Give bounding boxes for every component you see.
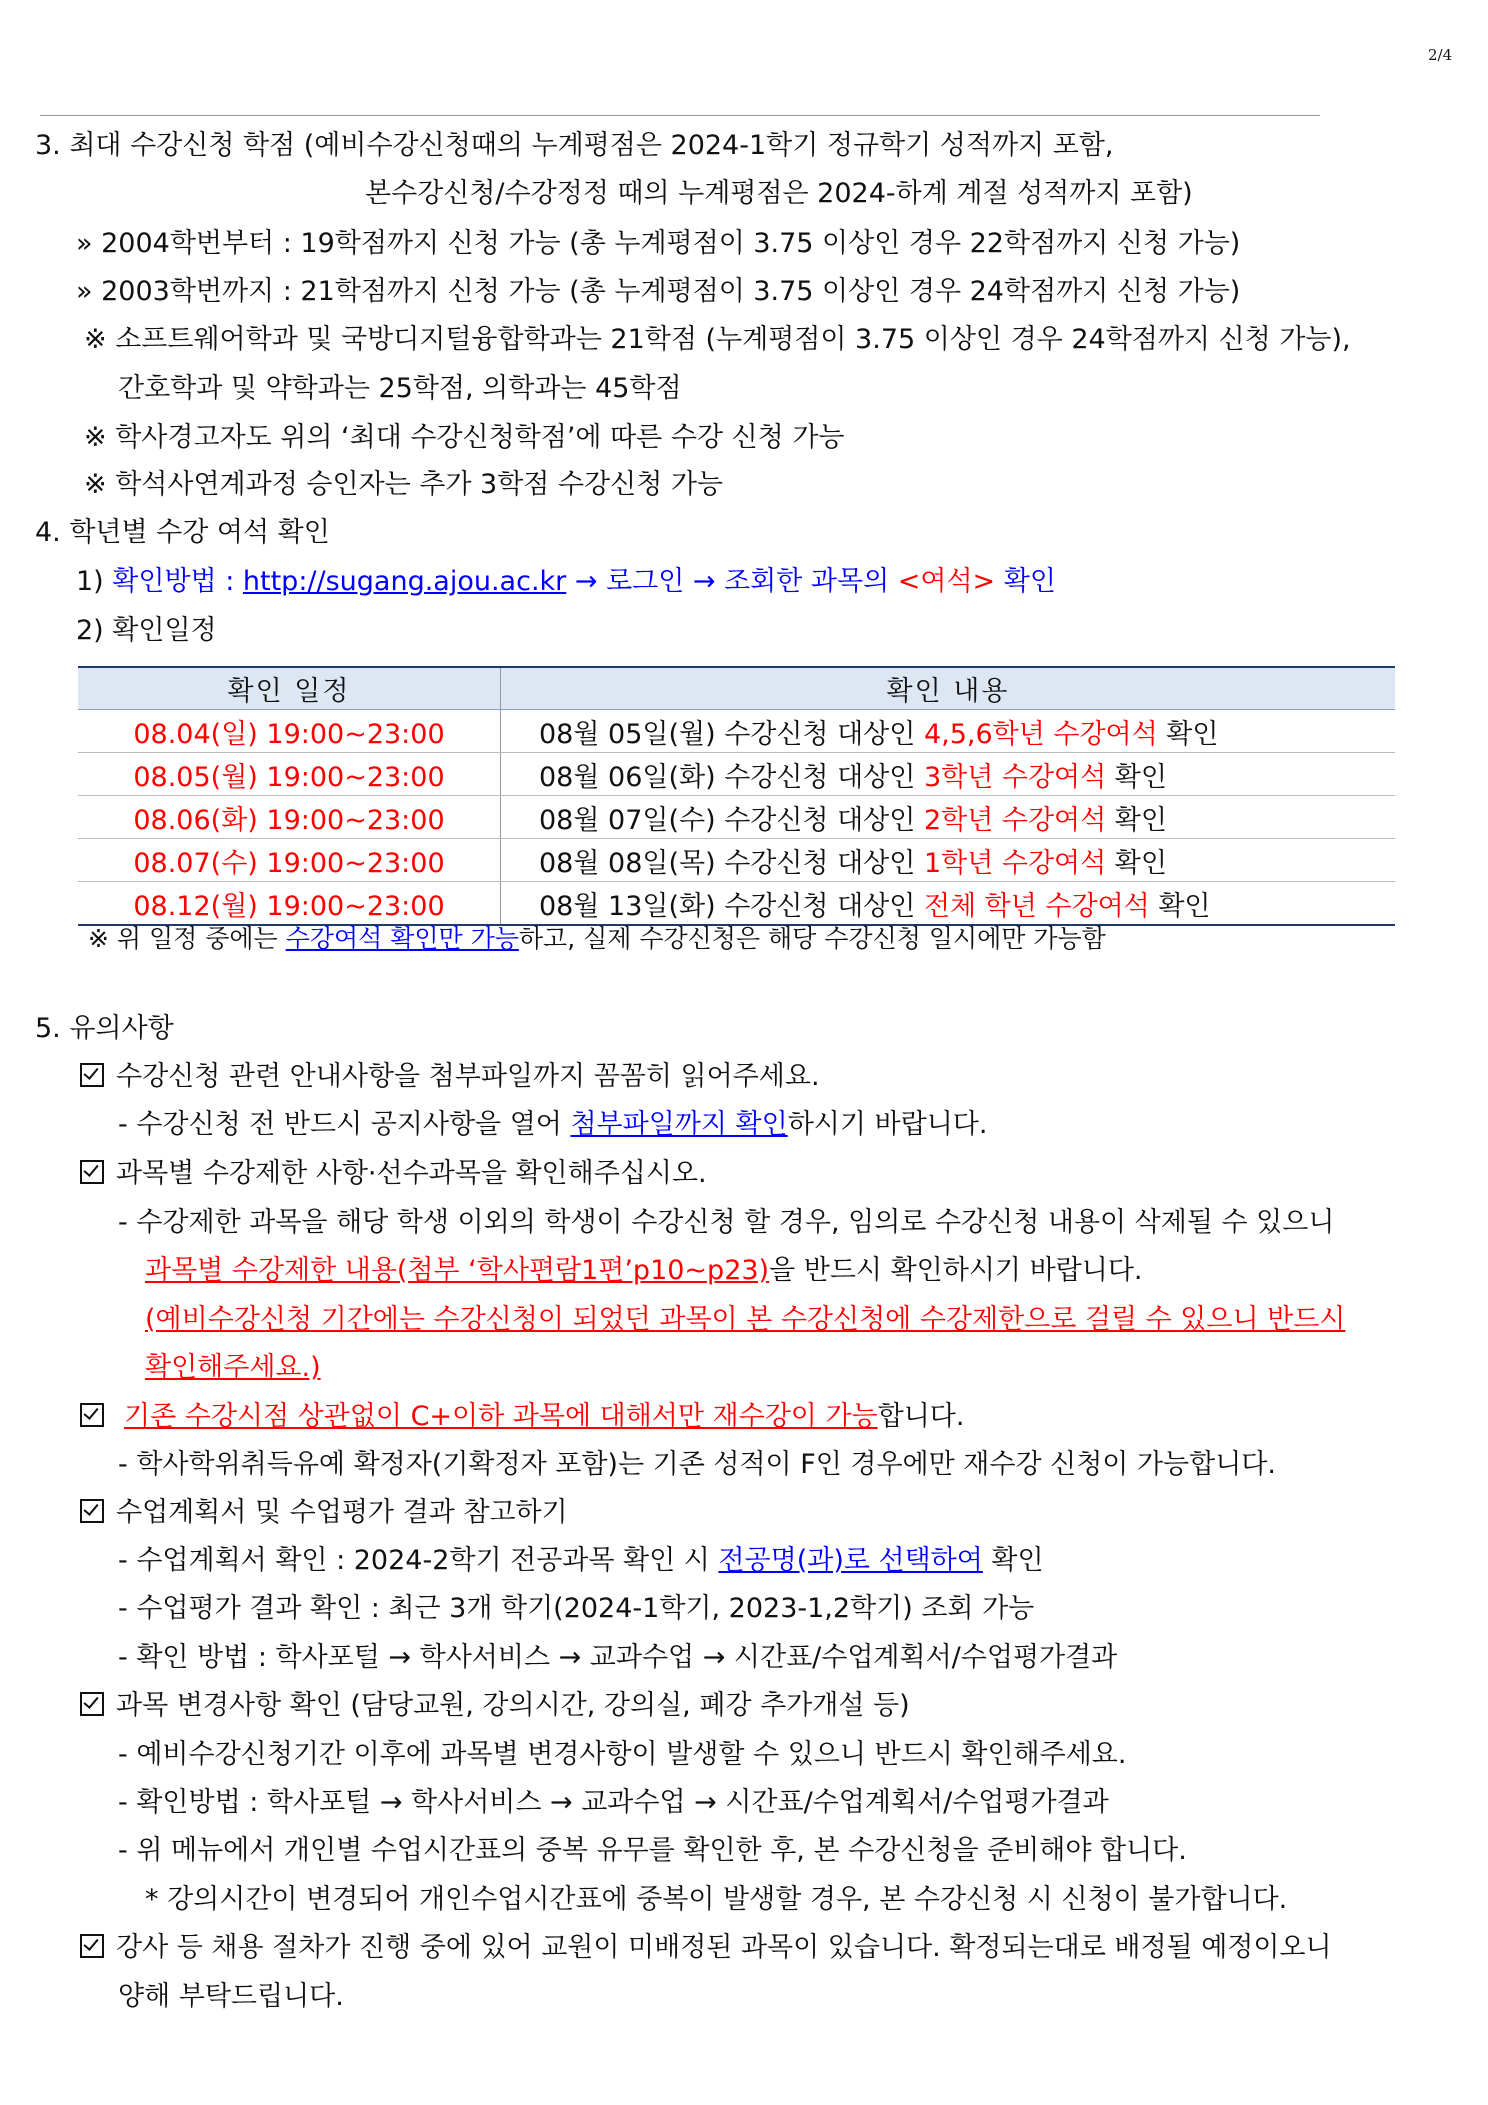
check-item-1-sub: - 수강신청 전 반드시 공지사항을 열어 첨부파일까지 확인하시기 바랍니다.	[118, 1109, 988, 1140]
sec4-method-seat: <여석>	[897, 566, 996, 597]
check-item-2-sub-3: (예비수강신청 기간에는 수강신청이 되었던 과목이 본 수강신청에 수강제한으로 걸릴 수 있으니 반드시	[145, 1304, 1346, 1335]
sec4-method-label: 확인방법 :	[112, 566, 243, 597]
sec3-note-warning: ※ 학사경고자도 위의 ‘최대 수강신청학점’에 따른 수강 신청 가능	[84, 422, 845, 453]
check-item-6-cont: 양해 부탁드립니다.	[118, 1981, 344, 2012]
checkbox-icon	[80, 1063, 104, 1087]
schedule-date: 08.04(일) 19:00~23:00	[78, 710, 501, 753]
section-4-title: 4. 학년별 수강 여석 확인	[35, 517, 330, 548]
check-item-5-sub-1: - 예비수강신청기간 이후에 과목별 변경사항이 발생할 수 있으니 반드시 확인해주세요.	[118, 1739, 1127, 1770]
check-item-4-sub-2: - 수업평가 결과 확인 : 최근 3개 학기(2024-1학기, 2023-1,2학기) 조회 가능	[118, 1593, 1035, 1624]
top-divider	[40, 115, 1320, 116]
schedule-date: 08.12(월) 19:00~23:00	[78, 882, 501, 926]
check-item-4-sub-1: - 수업계획서 확인 : 2024-2학기 전공과목 확인 시 전공명(과)로 선택하여 확인	[118, 1545, 1044, 1576]
sec4-method-steps: → 로그인 → 조회한 과목의	[566, 566, 898, 597]
sec4-note: ※ 위 일정 중에는 수강여석 확인만 가능하고, 실제 수강신청은 해당 수강신청 일시에만 가능함	[88, 924, 1106, 953]
table-row	[78, 796, 1395, 839]
sec4-method-prefix: 1)	[76, 566, 113, 597]
seat-only-note: 수강여석 확인만 가능	[285, 924, 519, 953]
schedule-date: 08.06(화) 19:00~23:00	[78, 796, 501, 839]
check-item-5: 과목 변경사항 확인 (담당교원, 강의시간, 강의실, 폐강 추가개설 등)	[80, 1688, 910, 1724]
check-item-2-sub-4: 확인해주세요.)	[145, 1352, 321, 1383]
checkbox-icon	[80, 1692, 104, 1716]
check-item-6: 강사 등 채용 절차가 진행 중에 있어 교원이 미배정된 과목이 있습니다. 확정되는대로 배정될 예정이오니	[80, 1930, 1332, 1966]
schedule-table	[78, 666, 1395, 926]
checkbox-icon	[80, 1403, 104, 1427]
sec3-bullet-2003: » 2003학번까지 : 21학점까지 신청 가능 (총 누계평점이 3.75 이상인 경우 24학점까지 신청 가능)	[76, 276, 1241, 307]
table-row	[78, 710, 1395, 753]
check-item-2-sub-1: - 수강제한 과목을 해당 학생 이외의 학생이 수강신청 할 경우, 임의로 수강신청 내용이 삭제될 수 있으니	[118, 1207, 1335, 1238]
schedule-date: 08.07(수) 19:00~23:00	[78, 839, 501, 882]
check-item-2-sub-2: 과목별 수강제한 내용(첨부 ‘학사편람1편’p10~p23)을 반드시 확인하시기 바랍니다.	[145, 1255, 1143, 1286]
schedule-header-content: 확인 내용	[501, 667, 1396, 710]
check-item-3-sub: - 학사학위취득유예 확정자(기확정자 포함)는 기존 성적이 F인 경우에만 재수강 신청이 가능합니다.	[118, 1449, 1276, 1480]
schedule-content: 08월 06일(화) 수강신청 대상인 3학년 수강여석 확인	[501, 753, 1396, 796]
checkbox-icon	[80, 1160, 104, 1184]
table-row	[78, 753, 1395, 796]
sugang-link[interactable]: http://sugang.ajou.ac.kr	[242, 566, 567, 597]
schedule-content: 08월 13일(화) 수강신청 대상인 전체 학년 수강여석 확인	[501, 882, 1396, 926]
table-row	[78, 839, 1395, 882]
sec3-bullet-2004: » 2004학번부터 : 19학점까지 신청 가능 (총 누계평점이 3.75 이상인 경우 22학점까지 신청 가능)	[76, 228, 1241, 259]
check-item-4: 수업계획서 및 수업평가 결과 참고하기	[80, 1495, 568, 1531]
check-item-1: 수강신청 관련 안내사항을 첨부파일까지 꼼꼼히 읽어주세요.	[80, 1059, 820, 1095]
check-item-4-sub-3: - 확인 방법 : 학사포털 → 학사서비스 → 교과수업 → 시간표/수업계획서/수업평가결과	[118, 1642, 1118, 1673]
schedule-content: 08월 07일(수) 수강신청 대상인 2학년 수강여석 확인	[501, 796, 1396, 839]
schedule-content: 08월 05일(월) 수강신청 대상인 4,5,6학년 수강여석 확인	[501, 710, 1396, 753]
check-item-5-sub-3: - 위 메뉴에서 개인별 수업시간표의 중복 유무를 확인한 후, 본 수강신청을 준비해야 합니다.	[118, 1835, 1187, 1866]
checkbox-icon	[80, 1934, 104, 1958]
sec3-note-software-cont: 간호학과 및 약학과는 25학점, 의학과는 45학점	[118, 373, 682, 404]
sec4-schedule-label: 2) 확인일정	[76, 615, 217, 646]
checkbox-icon	[80, 1499, 104, 1523]
sec4-method-line	[76, 564, 1056, 600]
attachment-note: 첨부파일까지 확인	[570, 1109, 788, 1140]
check-item-3: 기존 수강시점 상관없이 C+이하 과목에 대해서만 재수강이 가능합니다.	[80, 1399, 964, 1435]
sec3-note-bs-ms: ※ 학석사연계과정 승인자는 추가 3학점 수강신청 가능	[84, 469, 724, 500]
section-3-title: 3. 최대 수강신청 학점 (예비수강신청때의 누계평점은 2024-1학기 정규학기 성적까지 포함,	[35, 130, 1114, 161]
schedule-date: 08.05(월) 19:00~23:00	[78, 753, 501, 796]
section-3-title-cont: 본수강신청/수강정정 때의 누계평점은 2024-하계 계절 성적까지 포함)	[365, 178, 1193, 209]
page-number: 2/4	[1428, 46, 1453, 64]
schedule-header-date: 확인 일정	[78, 667, 501, 710]
table-row	[78, 882, 1395, 926]
sec3-note-software: ※ 소프트웨어학과 및 국방디지털융합학과는 21학점 (누계평점이 3.75 이상인 경우 24학점까지 신청 가능),	[84, 324, 1351, 355]
check-item-2: 과목별 수강제한 사항·선수과목을 확인해주십시오.	[80, 1156, 707, 1192]
sec4-method-end: 확인	[995, 566, 1056, 597]
schedule-content: 08월 08일(목) 수강신청 대상인 1학년 수강여석 확인	[501, 839, 1396, 882]
section-5-title: 5. 유의사항	[35, 1013, 174, 1044]
check-item-5-sub-4: * 강의시간이 변경되어 개인수업시간표에 중복이 발생할 경우, 본 수강신청 시 신청이 불가합니다.	[145, 1884, 1288, 1915]
check-item-5-sub-2: - 확인방법 : 학사포털 → 학사서비스 → 교과수업 → 시간표/수업계획서/수업평가결과	[118, 1787, 1109, 1818]
